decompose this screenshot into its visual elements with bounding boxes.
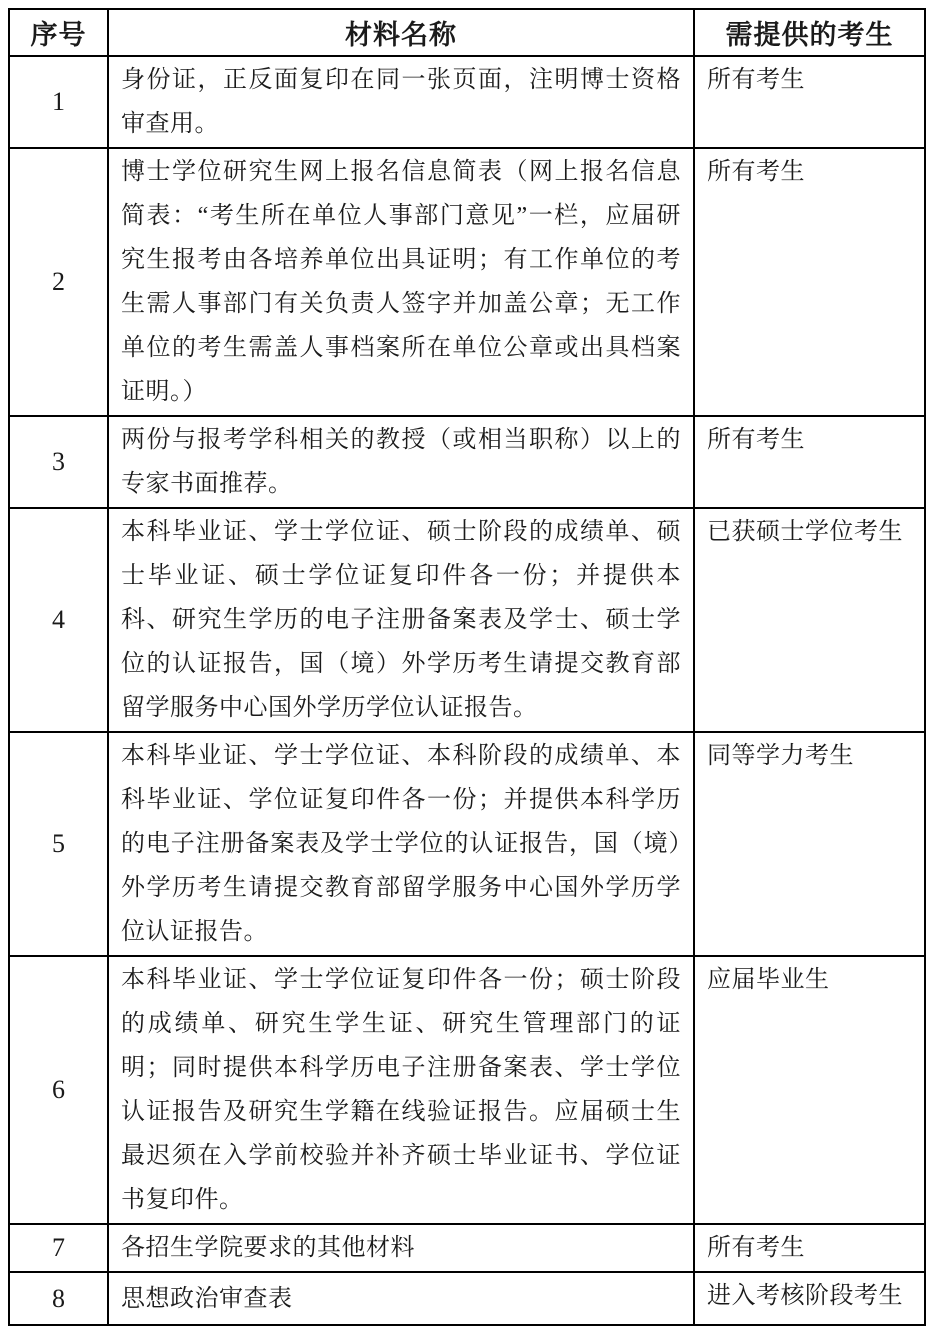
table-header-row (9, 9, 925, 56)
required-candidates-cell: 所有考生 (694, 148, 925, 416)
material-name-cell: 本科毕业证、学士学位证、本科阶段的成绩单、本科毕业证、学位证复印件各一份；并提供本科学历的电子注册备案表及学士学位的认证报告，国（境）外学历考生请提交教育部留学服务中心国外学历学位认证报告。 (108, 732, 694, 956)
table-row (9, 1224, 925, 1272)
table-row (9, 1272, 925, 1325)
required-candidates-cell: 所有考生 (694, 416, 925, 508)
required-candidates-cell: 进入考核阶段考生 (694, 1272, 925, 1325)
required-candidates-cell: 所有考生 (694, 1224, 925, 1272)
row-number-cell: 7 (9, 1224, 108, 1272)
row-number-cell: 4 (9, 508, 108, 732)
table-row (9, 416, 925, 508)
required-candidates-cell: 应届毕业生 (694, 956, 925, 1224)
material-name-cell: 两份与报考学科相关的教授（或相当职称）以上的专家书面推荐。 (108, 416, 694, 508)
required-candidates-cell: 同等学力考生 (694, 732, 925, 956)
row-number-cell: 2 (9, 148, 108, 416)
table-row (9, 508, 925, 732)
header-cell-required-candidates: 需提供的考生 (694, 9, 925, 56)
table-body (9, 56, 925, 1325)
materials-table (8, 8, 926, 1326)
row-number-cell: 8 (9, 1272, 108, 1325)
row-number-cell: 1 (9, 56, 108, 148)
table-row (9, 56, 925, 148)
material-name-cell: 身份证，正反面复印在同一张页面，注明博士资格审查用。 (108, 56, 694, 148)
row-number-cell: 6 (9, 956, 108, 1224)
required-candidates-cell: 已获硕士学位考生 (694, 508, 925, 732)
table-row (9, 148, 925, 416)
material-name-cell: 各招生学院要求的其他材料 (108, 1224, 694, 1272)
header-cell-number: 序号 (9, 9, 108, 56)
row-number-cell: 5 (9, 732, 108, 956)
table-row (9, 956, 925, 1224)
material-name-cell: 本科毕业证、学士学位证、硕士阶段的成绩单、硕士毕业证、硕士学位证复印件各一份；并提供本科、研究生学历的电子注册备案表及学士、硕士学位的认证报告，国（境）外学历考生请提交教育部留学服务中心国外学历学位认证报告。 (108, 508, 694, 732)
row-number-cell: 3 (9, 416, 108, 508)
header-cell-material-name: 材料名称 (108, 9, 694, 56)
material-name-cell: 思想政治审查表 (108, 1272, 694, 1325)
material-name-cell: 本科毕业证、学士学位证复印件各一份；硕士阶段的成绩单、研究生学生证、研究生管理部门的证明；同时提供本科学历电子注册备案表、学士学位认证报告及研究生学籍在线验证报告。应届硕士生最迟须在入学前校验并补齐硕士毕业证书、学位证书复印件。 (108, 956, 694, 1224)
table-row (9, 732, 925, 956)
material-name-cell: 博士学位研究生网上报名信息简表（网上报名信息简表：“考生所在单位人事部门意见”一栏，应届研究生报考由各培养单位出具证明；有工作单位的考生需人事部门有关负责人签字并加盖公章；无工作单位的考生需盖人事档案所在单位公章或出具档案证明。） (108, 148, 694, 416)
required-candidates-cell: 所有考生 (694, 56, 925, 148)
